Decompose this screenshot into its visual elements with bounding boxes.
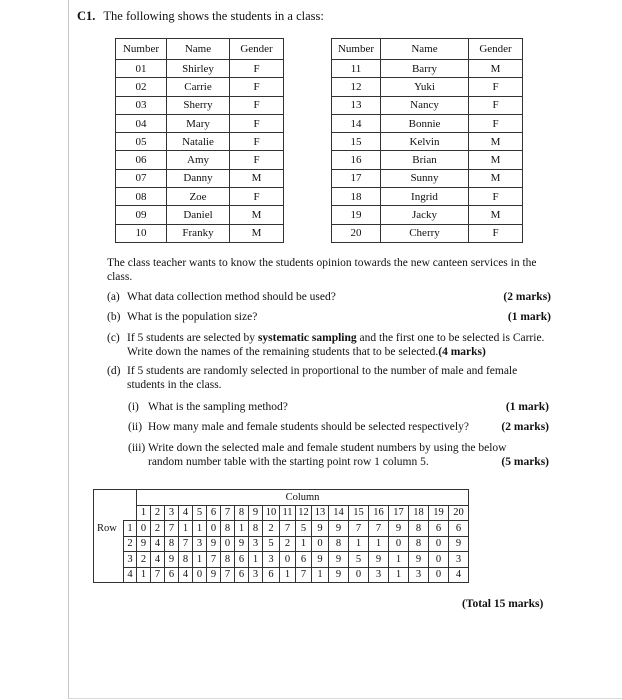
random-digit: 2 — [263, 521, 280, 537]
student-number: 05 — [116, 133, 167, 151]
student-number: 13 — [332, 96, 381, 114]
random-digit: 3 — [263, 552, 280, 568]
column-number: 2 — [151, 505, 165, 521]
part-d-i-label: (i) — [128, 401, 139, 413]
student-gender: M — [469, 133, 523, 151]
random-digit: 7 — [349, 521, 369, 537]
random-digit: 4 — [179, 567, 193, 583]
student-row — [332, 206, 523, 224]
student-row — [116, 78, 284, 96]
student-row — [332, 224, 523, 242]
row-title: Row — [94, 521, 124, 537]
column-number: 17 — [389, 505, 409, 521]
student-gender: F — [469, 96, 523, 114]
row-number: 4 — [124, 567, 137, 583]
random-digit: 9 — [369, 552, 389, 568]
student-number: 03 — [116, 96, 167, 114]
part-c-text — [127, 331, 551, 359]
random-digit: 7 — [280, 521, 296, 537]
part-b-marks: (1 mark) — [507, 311, 551, 323]
random-digit: 9 — [389, 521, 409, 537]
random-digit: 0 — [429, 552, 449, 568]
student-name: Jacky — [381, 206, 469, 224]
random-digit: 3 — [193, 536, 207, 552]
random-digit: 3 — [249, 567, 263, 583]
random-digit: 0 — [389, 536, 409, 552]
column-title-row — [94, 490, 469, 506]
random-digit: 5 — [263, 536, 280, 552]
random-digit: 1 — [389, 552, 409, 568]
student-gender: F — [469, 224, 523, 242]
student-number: 18 — [332, 188, 381, 206]
random-digit: 7 — [179, 536, 193, 552]
column-number: 16 — [369, 505, 389, 521]
part-d-ii-text: How many male and female students should be selected respectively? — [148, 421, 469, 433]
student-gender: M — [230, 224, 284, 242]
student-name: Nancy — [381, 96, 469, 114]
column-number: 12 — [296, 505, 312, 521]
column-number: 3 — [165, 505, 179, 521]
random-digit: 6 — [449, 521, 469, 537]
random-digit: 1 — [349, 536, 369, 552]
column-header: Name — [167, 39, 230, 60]
random-digit: 6 — [429, 521, 449, 537]
random-digit: 5 — [349, 552, 369, 568]
student-number: 14 — [332, 114, 381, 132]
student-gender: M — [469, 206, 523, 224]
part-d-iii — [128, 441, 549, 471]
random-digit: 1 — [179, 521, 193, 537]
context-paragraph: The class teacher wants to know the students opinion towards the new canteen services in the class. — [107, 257, 537, 283]
student-name: Carrie — [167, 78, 230, 96]
random-digit: 1 — [312, 567, 329, 583]
part-a — [107, 290, 551, 304]
part-c-text-end: and the first one to be selected is Carrie. Write down the names of the remaining students that to be selected. — [127, 332, 545, 358]
student-gender: F — [469, 114, 523, 132]
random-digit: 1 — [235, 521, 249, 537]
column-header: Number — [332, 39, 381, 60]
student-gender: F — [469, 188, 523, 206]
row-number: 1 — [124, 521, 137, 537]
student-name: Amy — [167, 151, 230, 169]
student-gender: F — [230, 96, 284, 114]
student-number: 20 — [332, 224, 381, 242]
student-row — [332, 78, 523, 96]
student-name: Yuki — [381, 78, 469, 96]
part-c-text-start: If 5 students are selected by — [127, 332, 258, 344]
random-digit: 2 — [137, 552, 151, 568]
random-digit: 0 — [193, 567, 207, 583]
student-row — [332, 188, 523, 206]
student-number: 08 — [116, 188, 167, 206]
part-d-ii — [128, 420, 549, 434]
random-row — [94, 552, 469, 568]
random-digit: 8 — [221, 552, 235, 568]
random-digit: 8 — [221, 521, 235, 537]
random-digit: 8 — [409, 521, 429, 537]
student-number: 10 — [116, 224, 167, 242]
column-number: 20 — [449, 505, 469, 521]
random-digit: 0 — [349, 567, 369, 583]
random-digit: 6 — [263, 567, 280, 583]
random-digit: 9 — [329, 521, 349, 537]
student-row — [332, 114, 523, 132]
student-number: 09 — [116, 206, 167, 224]
part-d-i — [128, 400, 549, 414]
random-digit: 8 — [165, 536, 179, 552]
student-name: Barry — [381, 60, 469, 78]
column-number: 15 — [349, 505, 369, 521]
student-row — [332, 133, 523, 151]
random-digit: 7 — [296, 567, 312, 583]
part-d-i-marks: (1 mark) — [505, 401, 549, 413]
students-table-left — [115, 38, 284, 243]
students-table-right — [331, 38, 523, 243]
random-digit: 3 — [449, 552, 469, 568]
student-name: Franky — [167, 224, 230, 242]
random-digit: 2 — [151, 521, 165, 537]
student-row — [332, 151, 523, 169]
random-digit: 9 — [207, 536, 221, 552]
random-digit: 6 — [235, 567, 249, 583]
student-name: Natalie — [167, 133, 230, 151]
student-number: 15 — [332, 133, 381, 151]
row-number: 3 — [124, 552, 137, 568]
student-gender: F — [230, 151, 284, 169]
part-d-i-text: What is the sampling method? — [148, 401, 288, 413]
table-corner — [94, 490, 137, 506]
random-digit: 9 — [329, 567, 349, 583]
random-digit: 7 — [221, 567, 235, 583]
question-intro: The following shows the students in a class: — [103, 9, 324, 23]
student-row — [116, 169, 284, 187]
student-row — [116, 133, 284, 151]
column-number: 19 — [429, 505, 449, 521]
random-digit: 9 — [409, 552, 429, 568]
part-b-label: (b) — [107, 311, 121, 323]
random-digit: 1 — [296, 536, 312, 552]
random-digit: 1 — [389, 567, 409, 583]
column-number: 14 — [329, 505, 349, 521]
random-row — [94, 521, 469, 537]
random-digit: 7 — [369, 521, 389, 537]
random-digit: 1 — [249, 552, 263, 568]
student-number: 01 — [116, 60, 167, 78]
student-row — [116, 60, 284, 78]
row-number: 2 — [124, 536, 137, 552]
column-number: 9 — [249, 505, 263, 521]
random-digit: 2 — [280, 536, 296, 552]
student-row — [116, 188, 284, 206]
student-row — [116, 224, 284, 242]
part-c-marks: (4 marks) — [438, 346, 486, 358]
student-gender: F — [230, 78, 284, 96]
part-d-ii-marks: (2 marks) — [501, 421, 549, 433]
student-number: 02 — [116, 78, 167, 96]
random-digit: 9 — [449, 536, 469, 552]
random-digit: 4 — [449, 567, 469, 583]
student-row — [116, 96, 284, 114]
part-b-text: What is the population size? — [127, 311, 258, 323]
random-row — [94, 567, 469, 583]
random-digit: 5 — [296, 521, 312, 537]
student-name: Danny — [167, 169, 230, 187]
question-header — [77, 9, 324, 24]
random-digit: 9 — [235, 536, 249, 552]
random-digit: 6 — [235, 552, 249, 568]
question-number: C1. — [77, 9, 96, 23]
random-digit: 9 — [137, 536, 151, 552]
column-header: Number — [116, 39, 167, 60]
column-number: 7 — [221, 505, 235, 521]
random-digit: 8 — [329, 536, 349, 552]
column-header: Gender — [469, 39, 523, 60]
student-name: Cherry — [381, 224, 469, 242]
column-number: 11 — [280, 505, 296, 521]
column-number: 5 — [193, 505, 207, 521]
random-digit: 3 — [409, 567, 429, 583]
student-gender: M — [469, 151, 523, 169]
column-number: 18 — [409, 505, 429, 521]
random-digit: 0 — [221, 536, 235, 552]
column-title: Column — [137, 490, 469, 506]
part-c-emphasis: systematic sampling — [257, 332, 357, 344]
student-gender: F — [469, 78, 523, 96]
part-a-label: (a) — [107, 291, 120, 303]
student-gender: M — [469, 60, 523, 78]
part-d-text: If 5 students are randomly selected in proportional to the number of male and female students in the class. — [127, 365, 518, 391]
random-digit: 4 — [151, 552, 165, 568]
part-a-marks: (2 marks) — [503, 291, 551, 303]
column-header: Name — [381, 39, 469, 60]
student-number: 06 — [116, 151, 167, 169]
student-name: Daniel — [167, 206, 230, 224]
part-d-label: (d) — [107, 365, 121, 377]
random-digit: 9 — [312, 552, 329, 568]
random-digit: 9 — [329, 552, 349, 568]
part-d-iii-text — [148, 441, 549, 469]
student-number: 12 — [332, 78, 381, 96]
random-digit: 8 — [249, 521, 263, 537]
random-digit: 0 — [429, 567, 449, 583]
student-gender: F — [230, 133, 284, 151]
student-name: Bonnie — [381, 114, 469, 132]
student-number: 17 — [332, 169, 381, 187]
part-d-iii-line2: random number table with the starting point row 1 column 5. — [148, 456, 429, 468]
student-name: Brian — [381, 151, 469, 169]
random-digit: 7 — [165, 521, 179, 537]
column-number: 8 — [235, 505, 249, 521]
random-digit: 0 — [312, 536, 329, 552]
student-gender: F — [230, 114, 284, 132]
random-digit: 0 — [137, 521, 151, 537]
student-number: 04 — [116, 114, 167, 132]
student-number: 19 — [332, 206, 381, 224]
random-digit: 0 — [207, 521, 221, 537]
random-digit: 0 — [280, 552, 296, 568]
random-digit: 9 — [165, 552, 179, 568]
random-digit: 3 — [369, 567, 389, 583]
student-name: Zoe — [167, 188, 230, 206]
part-b — [107, 310, 551, 324]
random-digit: 1 — [280, 567, 296, 583]
student-name: Sunny — [381, 169, 469, 187]
random-digit: 1 — [193, 521, 207, 537]
student-gender: M — [230, 169, 284, 187]
part-c — [107, 331, 551, 361]
part-d-iii-label: (iii) — [128, 442, 146, 454]
student-row — [332, 96, 523, 114]
part-d-ii-label: (ii) — [128, 421, 143, 433]
student-row — [332, 169, 523, 187]
random-digit: 6 — [296, 552, 312, 568]
random-digit: 8 — [409, 536, 429, 552]
part-d-iii-line1: Write down the selected male and female student numbers by using the below — [148, 442, 507, 454]
random-digit: 7 — [207, 552, 221, 568]
row-title — [94, 552, 124, 568]
row-title — [94, 536, 124, 552]
part-d — [107, 364, 551, 394]
student-name: Ingrid — [381, 188, 469, 206]
column-number-row — [94, 505, 469, 521]
student-row — [116, 206, 284, 224]
student-name: Sherry — [167, 96, 230, 114]
student-row — [116, 151, 284, 169]
student-name: Mary — [167, 114, 230, 132]
total-marks: (Total 15 marks) — [462, 598, 544, 610]
random-digit: 3 — [249, 536, 263, 552]
column-header: Gender — [230, 39, 284, 60]
column-number: 13 — [312, 505, 329, 521]
student-row — [116, 114, 284, 132]
random-digit: 9 — [207, 567, 221, 583]
random-digit: 1 — [137, 567, 151, 583]
student-name: Kelvin — [381, 133, 469, 151]
random-digit: 0 — [429, 536, 449, 552]
random-digit: 1 — [369, 536, 389, 552]
row-title — [94, 567, 124, 583]
student-row — [332, 60, 523, 78]
part-a-text: What data collection method should be used? — [127, 291, 336, 303]
random-number-table — [93, 489, 469, 583]
student-gender: M — [230, 206, 284, 224]
student-gender: F — [230, 60, 284, 78]
student-name: Shirley — [167, 60, 230, 78]
student-gender: M — [469, 169, 523, 187]
column-number: 6 — [207, 505, 221, 521]
column-number: 1 — [137, 505, 151, 521]
part-d-iii-marks: (5 marks) — [501, 456, 549, 468]
student-number: 07 — [116, 169, 167, 187]
part-c-label: (c) — [107, 332, 120, 344]
student-number: 16 — [332, 151, 381, 169]
column-number: 4 — [179, 505, 193, 521]
column-number: 10 — [263, 505, 280, 521]
random-digit: 8 — [179, 552, 193, 568]
random-digit: 9 — [312, 521, 329, 537]
random-row — [94, 536, 469, 552]
student-number: 11 — [332, 60, 381, 78]
random-digit: 6 — [165, 567, 179, 583]
student-gender: F — [230, 188, 284, 206]
random-digit: 1 — [193, 552, 207, 568]
random-digit: 7 — [151, 567, 165, 583]
random-digit: 4 — [151, 536, 165, 552]
blank-cell — [94, 505, 137, 521]
